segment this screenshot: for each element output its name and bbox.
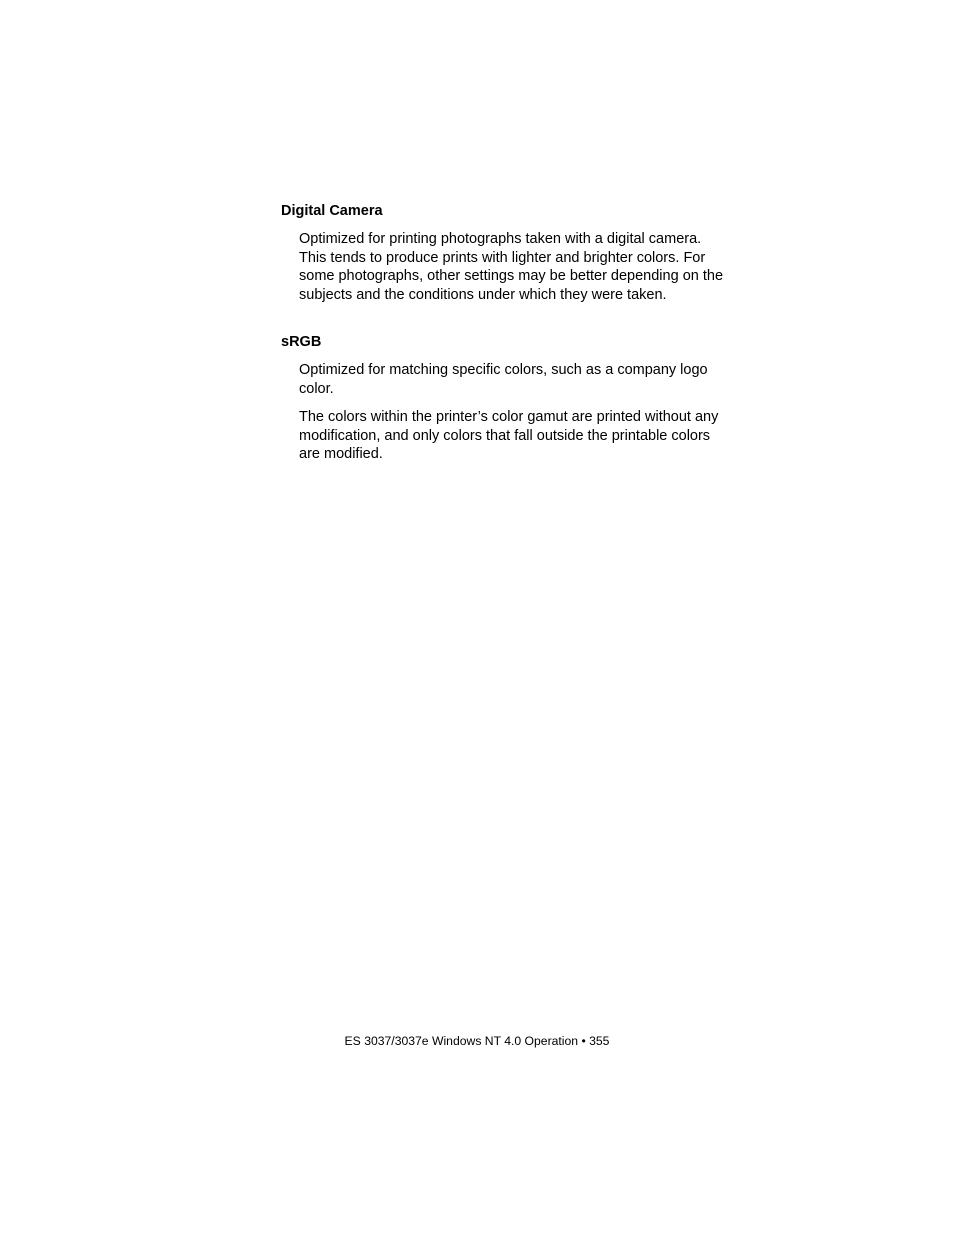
digital-camera-heading: Digital Camera	[281, 203, 383, 219]
srgb-heading: sRGB	[281, 334, 322, 350]
digital-camera-description: Optimized for printing photographs taken with a digital camera. This tends to produce prints with lighter and brighter colors. For some photographs, other settings may be better depending on the subjects and the conditions under which they were taken.	[299, 231, 724, 303]
srgb-description: Optimized for matching specific colors, such as a company logo color.	[299, 362, 708, 397]
page-footer: ES 3037/3037e Windows NT 4.0 Operation • 355	[344, 1034, 610, 1048]
srgb-gamut-description: The colors within the printer’s color gamut are printed without any modification, and only colors that fall outside the printable colors are modified.	[299, 409, 719, 463]
